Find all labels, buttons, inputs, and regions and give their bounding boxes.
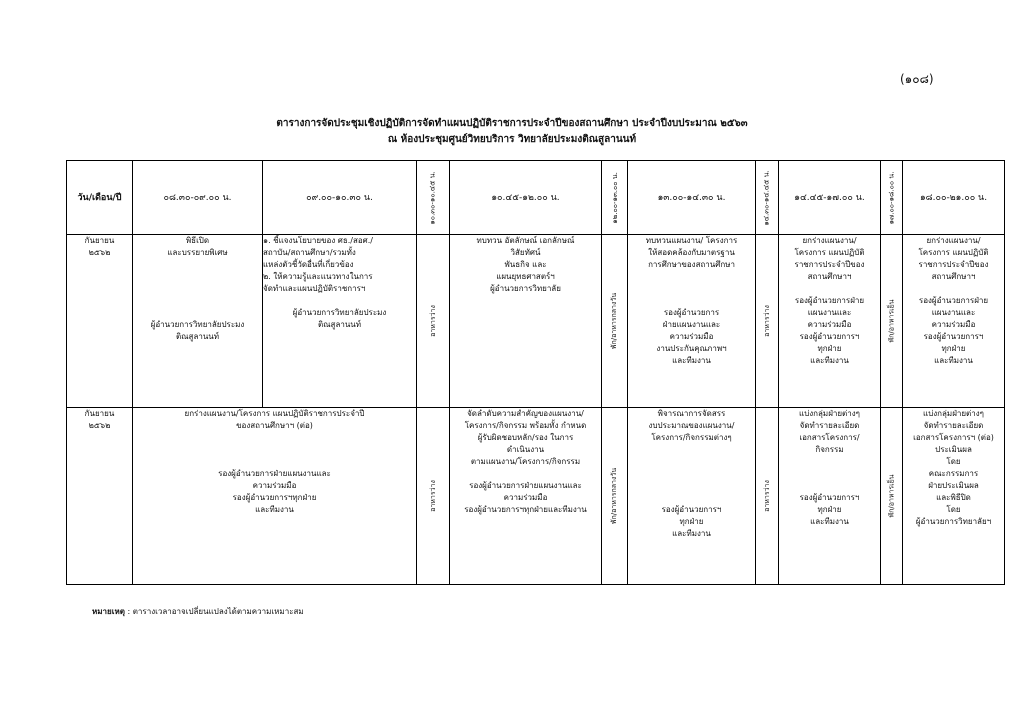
footnote-text: : ตารางเวลาอาจเปลี่ยนแปลงได้ตามความเหมาะสม [127,607,304,616]
day-cell: กันยายน ๒๕๖๒ [67,235,133,408]
header-break-2: ๑๒.๐๐-๑๓.๐๐ น. [602,161,628,235]
footnote-label: หมายเหตุ [92,607,125,616]
table-row [67,408,1005,585]
header-time-5: ๑๔.๔๕-๑๗.๐๐ น. [779,161,881,235]
break-cell: อาหารว่าง [417,408,450,585]
day-cell: กันยายน ๒๕๖๒ [67,408,133,585]
header-time-4: ๑๓.๐๐-๑๔.๓๐ น. [628,161,756,235]
session-cell: พิธีเปิด และบรรยายพิเศษ ผู้อำนวยการวิทยาลัยประมง ติณสูลานนท์ [133,235,263,408]
header-break-1: ๑๐.๓๐-๑๐.๔๕ น. [417,161,450,235]
document-subtitle: ณ ห้องประชุมศูนย์วิทยบริการ วิทยาลัยประมงติณสูลานนท์ [387,134,637,145]
page-number: (๑๐๘) [900,72,934,86]
break-cell: อาหารว่าง [756,235,779,408]
document-title: ตารางการจัดประชุมเชิงปฏิบัติการจัดทำแผนปฏิบัติราชการประจำปีของสถานศึกษา ประจำปีงบประมาณ ๒๕๖๓ [276,118,748,129]
footnote [92,605,304,618]
header-day: วัน/เดือน/ปี [67,161,133,235]
break-cell: พัก/อาหารกลางวัน [602,408,628,585]
header-time-3: ๑๐.๔๕-๑๒.๐๐ น. [450,161,602,235]
session-cell: แบ่งกลุ่มฝ่ายต่างๆ จัดทำรายละเอียด เอกสารโครงการ/ กิจกรรม รองผู้อำนวยการฯ ทุกฝ่าย และทีมงาน [779,408,881,585]
header-time-1: ๐๘.๓๐-๐๙.๐๐ น. [133,161,263,235]
break-cell: พัก/อาหารกลางวัน [602,235,628,408]
header-time-2: ๐๙.๐๐-๑๐.๓๐ น. [263,161,417,235]
session-cell: ทบทวน อัตลักษณ์ เอกลักษณ์ วิสัยทัศน์ พันธกิจ และ แผนยุทธศาสตร์ฯ ผู้อำนวยการวิทยาลัย [450,235,602,408]
break-cell: พัก/อาหารเย็น [881,235,903,408]
header-break-4: ๑๗.๐๐-๑๘.๐๐ น. [881,161,903,235]
session-cell: ยกร่างแผนงาน/ โครงการ แผนปฏิบัติ ราชการประจำปีของ สถานศึกษาฯ รองผู้อำนวยการฝ่าย แผนงานและ ความร่วมมือ รองผู้อำนวยการฯ ทุกฝ่าย และทีมงาน [779,235,881,408]
break-cell: พัก/อาหารเย็น [881,408,903,585]
session-cell: พิจารณาการจัดสรร งบประมาณของแผนงาน/ โครงการ/กิจกรรมต่างๆ รองผู้อำนวยการฯ ทุกฝ่าย และทีมงาน [628,408,756,585]
header-time-6: ๑๘.๐๐-๒๑.๐๐ น. [903,161,1005,235]
session-cell: จัดลำดับความสำคัญของแผนงาน/ โครงการ/กิจกรรม พร้อมทั้ง กำหนด ผู้รับผิดชอบหลัก/รอง ในการ ดำเนินงาน ตามแผนงาน/โครงการ/กิจกรรม รองผู้อำนวยการฝ่ายแผนงานและ ความร่วมมือ รองผู้อำนวยการฯทุกฝ่ายและทีมงาน [450,408,602,585]
session-cell: ทบทวนแผนงาน/ โครงการ ให้สอดคล้องกับมาตรฐาน การศึกษาของสถานศึกษา รองผู้อำนวยการ ฝ่ายแผนงานและ ความร่วมมือ งานประกันคุณภาพฯ และทีมงาน [628,235,756,408]
table-row [67,235,1005,408]
header-break-3: ๑๔.๓๐-๑๔.๔๕ น. [756,161,779,235]
session-cell: ๑. ชี้แจงนโยบายของ ศธ./สอศ./ สถาบัน/สถานศึกษา/รวมทั้ง แหล่งตัวชี้วัดอื่นที่เกี่ยวข้อง ๒. ให้ความรู้และแนวทางในการ จัดทำและแผนปฏิบัติราชการฯ ผู้อำนวยการวิทยาลัยประมง ติณสูลานนท์ [263,235,417,408]
break-cell: อาหารว่าง [417,235,450,408]
header-row [67,161,1005,235]
break-cell: อาหารว่าง [756,408,779,585]
session-cell: แบ่งกลุ่มฝ่ายต่างๆ จัดทำรายละเอียด เอกสารโครงการฯ (ต่อ) ประเมินผล โดย คณะกรรมการ ฝ่ายประเมินผล และพิธีปิด โดย ผู้อำนวยการวิทยาลัยฯ [903,408,1005,585]
schedule-table [66,160,1005,585]
session-cell: ยกร่างแผนงาน/โครงการ แผนปฏิบัติราชการประจำปี ของสถานศึกษาฯ (ต่อ) รองผู้อำนวยการฝ่ายแผนงานและ ความร่วมมือ รองผู้อำนวยการฯทุกฝ่าย และทีมงาน [133,408,417,585]
session-cell: ยกร่างแผนงาน/ โครงการ แผนปฏิบัติ ราชการประจำปีของ สถานศึกษาฯ รองผู้อำนวยการฝ่าย แผนงานและ ความร่วมมือ รองผู้อำนวยการฯ ทุกฝ่าย และทีมงาน [903,235,1005,408]
